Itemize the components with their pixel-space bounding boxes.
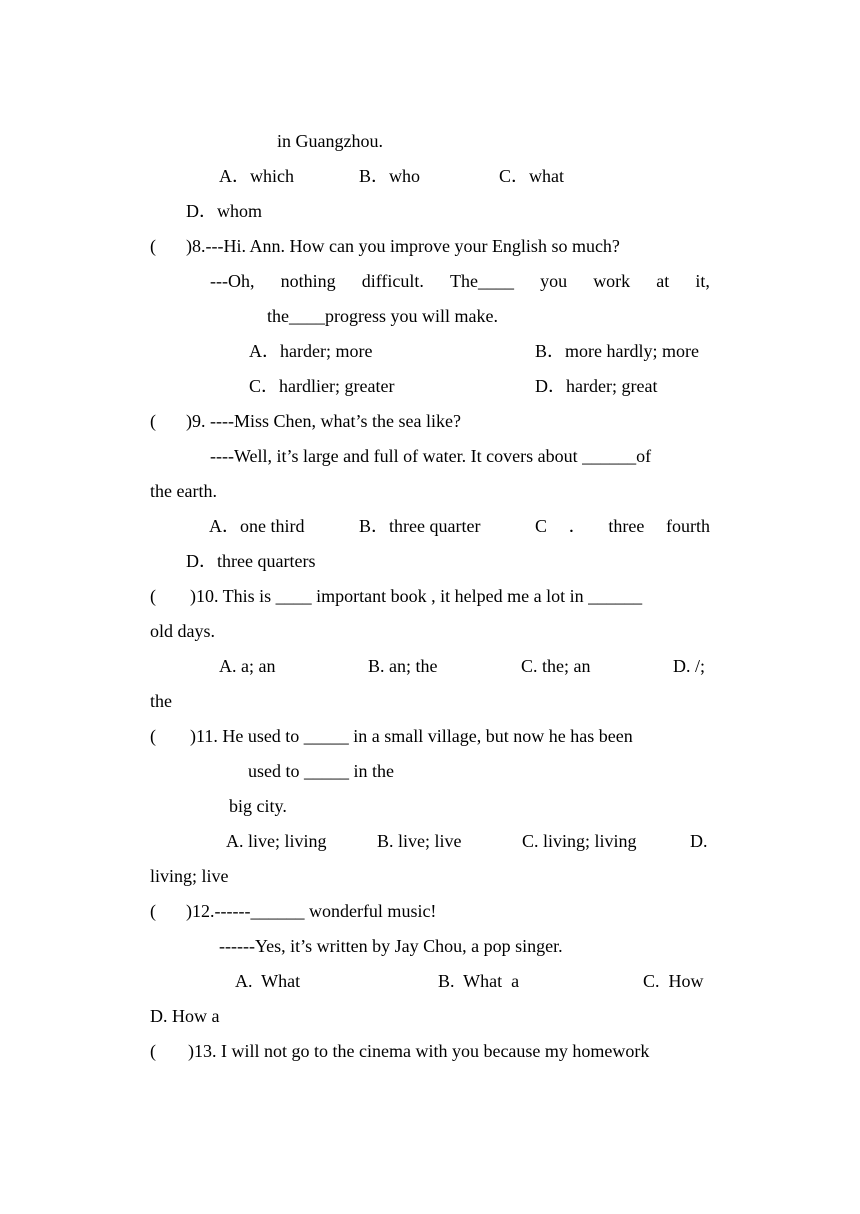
q11-option-b: B. live; live bbox=[377, 831, 462, 851]
q11-option-d-cont: living; live bbox=[150, 866, 229, 886]
q12-answer-line: ------Yes, it’s written by Jay Chou, a pop singer. bbox=[219, 936, 563, 956]
q9-answer-line2: the earth. bbox=[150, 481, 217, 501]
q8-option-b: B．more hardly; more bbox=[535, 341, 699, 361]
q8-word: nothing bbox=[280, 271, 336, 291]
q11-option-c: C. living; living bbox=[522, 831, 637, 851]
q8-option-c: C．hardlier; greater bbox=[249, 376, 395, 396]
q11-option-a: A. live; living bbox=[226, 831, 327, 851]
q12-option-c: C. How bbox=[643, 971, 704, 991]
q8-word: difficult. bbox=[361, 271, 424, 291]
q9-option-c bbox=[535, 509, 710, 544]
q8-option-d: D．harder; great bbox=[535, 376, 658, 396]
q8-option-a: A．harder; more bbox=[249, 341, 373, 361]
q8-answer-line2: the____progress you will make. bbox=[267, 306, 498, 326]
q12-answer-paren: ( bbox=[150, 901, 156, 921]
q7-option-c: C．what bbox=[499, 166, 564, 186]
q9-option-b: B．three quarter bbox=[359, 516, 481, 536]
q11-question: )11. He used to _____ in a small village, but now he has been bbox=[190, 726, 633, 746]
q9-option-a: A．one third bbox=[209, 516, 305, 536]
q8-word: ---Oh, bbox=[210, 271, 255, 291]
q8-word: The____ bbox=[449, 271, 514, 291]
q9-option-c-letter: C bbox=[535, 516, 548, 536]
q9-answer-line1: ----Well, it’s large and full of water. It covers about ______of bbox=[210, 446, 652, 466]
q8-word: work bbox=[593, 271, 631, 291]
q9-answer-paren: ( bbox=[150, 411, 156, 431]
q7-option-d: D．whom bbox=[186, 201, 262, 221]
q8-word: at bbox=[656, 271, 670, 291]
q9-option-c-word: fourth bbox=[665, 516, 710, 536]
q12-question: )12.------______ wonderful music! bbox=[186, 901, 437, 921]
q7-option-b: B．who bbox=[359, 166, 421, 186]
q8-answer-paren: ( bbox=[150, 236, 156, 256]
q11-question-line2: used to _____ in the bbox=[248, 761, 394, 781]
q10-option-d: D. /; bbox=[673, 656, 706, 676]
q10-option-b: B. an; the bbox=[368, 656, 438, 676]
q9-option-c-word: three bbox=[608, 516, 645, 536]
q8-question: )8.---Hi. Ann. How can you improve your English so much? bbox=[186, 236, 620, 256]
q13-answer-paren: ( bbox=[150, 1041, 156, 1061]
q7-option-a: A．which bbox=[219, 166, 294, 186]
q11-answer-paren: ( bbox=[150, 726, 156, 746]
q11-option-d: D. bbox=[690, 831, 708, 851]
q12-option-b: B. What a bbox=[438, 971, 520, 991]
q10-question: )10. This is ____ important book , it helped me a lot in ______ bbox=[190, 586, 643, 606]
q10-option-c: C. the; an bbox=[521, 656, 591, 676]
q12-option-d: D. How a bbox=[150, 1006, 220, 1026]
q11-question-line3: big city. bbox=[229, 796, 287, 816]
q9-option-d: D．three quarters bbox=[186, 551, 316, 571]
q9-option-c-dot: ． bbox=[568, 516, 587, 536]
q7-continuation: in Guangzhou. bbox=[277, 131, 383, 151]
q8-answer-line bbox=[210, 264, 710, 299]
q10-option-a: A. a; an bbox=[219, 656, 276, 676]
q9-question: )9. ----Miss Chen, what’s the sea like? bbox=[186, 411, 461, 431]
q10-answer-paren: ( bbox=[150, 586, 156, 606]
q13-question: )13. I will not go to the cinema with you because my homework bbox=[188, 1041, 650, 1061]
q8-word: it, bbox=[695, 271, 710, 291]
q12-option-a: A. What bbox=[235, 971, 301, 991]
q10-option-d-cont: the bbox=[150, 691, 172, 711]
q10-question-line2: old days. bbox=[150, 621, 215, 641]
q8-word: you bbox=[540, 271, 568, 291]
